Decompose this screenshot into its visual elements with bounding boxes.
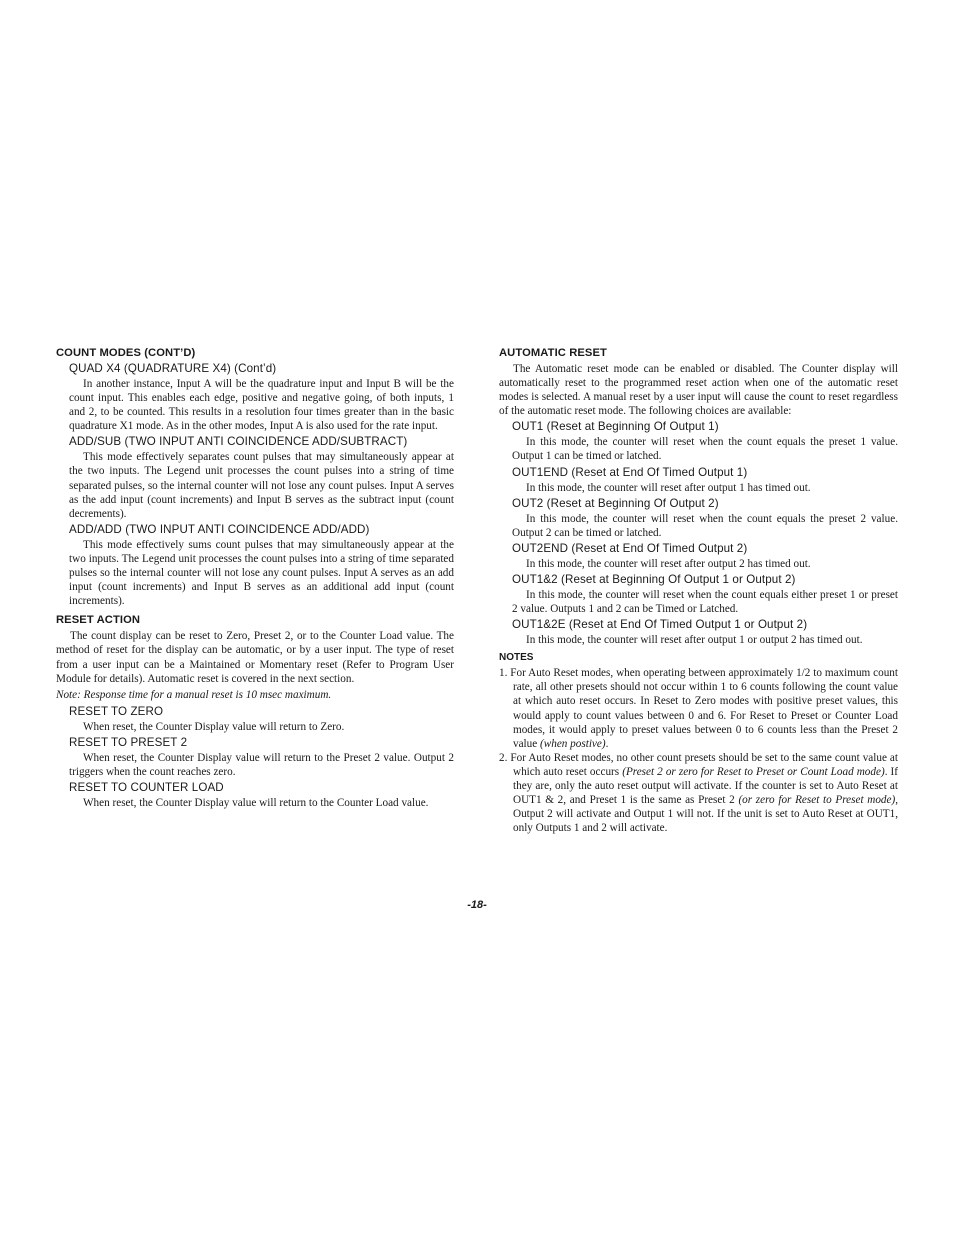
reset-to-counter-load-body: When reset, the Counter Display value will return to the Counter Load value.	[83, 797, 429, 810]
note-2-italic-b: (Preset 2 or zero for Reset to Preset or Count Load mode)	[622, 765, 885, 778]
out1and2-title: OUT1&2 (Reset at Beginning Of Output 1 or Output 2)	[512, 572, 796, 586]
quad-x4-title: QUAD X4 (QUADRATURE X4) (Cont’d)	[69, 362, 277, 375]
notes-heading: NOTES	[499, 652, 534, 664]
out1and2e-title: OUT1&2E (Reset at End Of Timed Output 1 or Output 2)	[512, 618, 808, 632]
out2end-body: In this mode, the counter will reset after output 2 has timed out.	[526, 557, 811, 570]
left-column	[56, 346, 454, 812]
reset-to-zero-title: RESET TO ZERO	[69, 704, 164, 718]
out1-title: OUT1 (Reset at Beginning Of Output 1)	[512, 420, 719, 434]
reset-to-preset2-body: When reset, the Counter Display value will return to the Preset 2 value. Output 2 triggers when the count reaches zero.	[69, 751, 454, 778]
out1and2e-body: In this mode, the counter will reset after output 1 or output 2 has timed out.	[526, 634, 863, 647]
out1and2-body: In this mode, the counter will reset when the count equals either preset 1 or preset 2 value. Outputs 1 and 2 can be Timed or Latched.	[512, 588, 898, 616]
out2end-title: OUT2END (Reset at End Of Timed Output 2)	[512, 541, 748, 555]
reset-to-zero-body: When reset, the Counter Display value will return to Zero.	[83, 720, 345, 733]
note-2	[499, 751, 899, 836]
reset-to-counter-load-title: RESET TO COUNTER LOAD	[69, 781, 224, 795]
note-2-text-c: . If they are, only the auto reset output will activate. If the counter is set to Auto Reset at OUT1 & 2, and Preset 1 is the same as Preset 2	[513, 765, 899, 807]
note-1-italic: (when postive)	[540, 737, 606, 750]
add-sub-title: ADD/SUB (TWO INPUT ANTI COINCIDENCE ADD/SUBTRACT)	[69, 435, 408, 449]
note-2-text-e: , Output 2 will activate and Output 1 will not. If the unit is set to Auto Reset at OUT1, only Outputs 1 and 2 will activate.	[513, 794, 899, 835]
page-number: -18-	[467, 899, 487, 911]
reset-to-preset2-title: RESET TO PRESET 2	[69, 735, 188, 749]
note-1	[499, 666, 898, 751]
quad-x4-body: In another instance, Input A will be the quadrature input and Input B will be the count input. This enables each edge, positive and negative going, of both inputs, 1 and 2, to be counted. This results in a resolution four times greater than in the basic quadrature X1 mode. As in the other modes, Input A is also used for the rate input.	[69, 378, 454, 433]
reset-action-heading: RESET ACTION	[56, 614, 141, 627]
reset-action-body: The count display can be reset to Zero, Preset 2, or to the Counter Load value. The method of reset for the display can be automatic, or by a user input. The type of reset from a user input can be a Maintained or Momentary reset (Refer to Program User Module for details). Automatic reset is covered in the next section.	[56, 630, 454, 685]
out2-body: In this mode, the counter will reset when the count equals the preset 2 value. Output 2 can be timed or latched.	[512, 512, 898, 539]
add-sub-body: This mode effectively separates count pulses that may simultaneously appear at the two inputs. The Legend unit processes the count pulses into a string of time separated pulses, so the internal counter will not lose any count pulses. Input A serves as the add input (count increments) and Input B serves as the subtract input (count decrements).	[69, 451, 454, 520]
reset-action-note: Note: Response time for a manual reset is 10 msec maximum.	[56, 688, 332, 701]
note-1-end: .	[605, 737, 609, 750]
right-column	[499, 346, 898, 835]
out2-title: OUT2 (Reset at Beginning Of Output 2)	[512, 496, 719, 510]
automatic-reset-body: The Automatic reset mode can be enabled or disabled. The Counter display will automatically reset to the programmed reset action when one of the automatic reset modes is selected. A manual reset by a user input will cause the count to reset regardless of the automatic reset mode. The following choices are available:	[499, 363, 898, 418]
add-add-body: This mode effectively sums count pulses that may simultaneously appear at the two inputs. The Legend unit processes the count pulses into a string of time separated pulses so the internal counter will not lose any count pulses. Input A serves as an add input (count increments) and Input B serves as an additional add input (count increments).	[69, 538, 454, 608]
out1-body: In this mode, the counter will reset when the count equals the preset 1 value. Output 1 can be timed or latched.	[512, 436, 898, 463]
note-2-text-a: 2. For Auto Reset modes, no other count presets should be set to the same count value at which auto reset occurs	[499, 751, 898, 778]
note-2-italic-d: (or zero for Reset to Preset mode)	[738, 794, 896, 807]
add-add-title: ADD/ADD (TWO INPUT ANTI COINCIDENCE ADD/ADD)	[69, 522, 370, 536]
out1end-title: OUT1END (Reset at End Of Timed Output 1)	[512, 465, 748, 479]
out1end-body: In this mode, the counter will reset after output 1 has timed out.	[526, 481, 811, 494]
automatic-reset-heading: AUTOMATIC RESET	[499, 347, 607, 359]
note-1-text: 1. For Auto Reset modes, when operating between approximately 1/2 to maximum count rate, all other presets should not occur within 1 to 6 counts following the count value at which auto reset occurs. In Reset to Zero modes with positive preset values, this would apply to count values between 0 and 6. For Reset to Preset or Counter Load modes, it would apply to preset values between 0 to 6 counts less than the Preset 2 value	[499, 667, 898, 750]
count-modes-heading: COUNT MODES (CONT’D)	[56, 347, 196, 359]
